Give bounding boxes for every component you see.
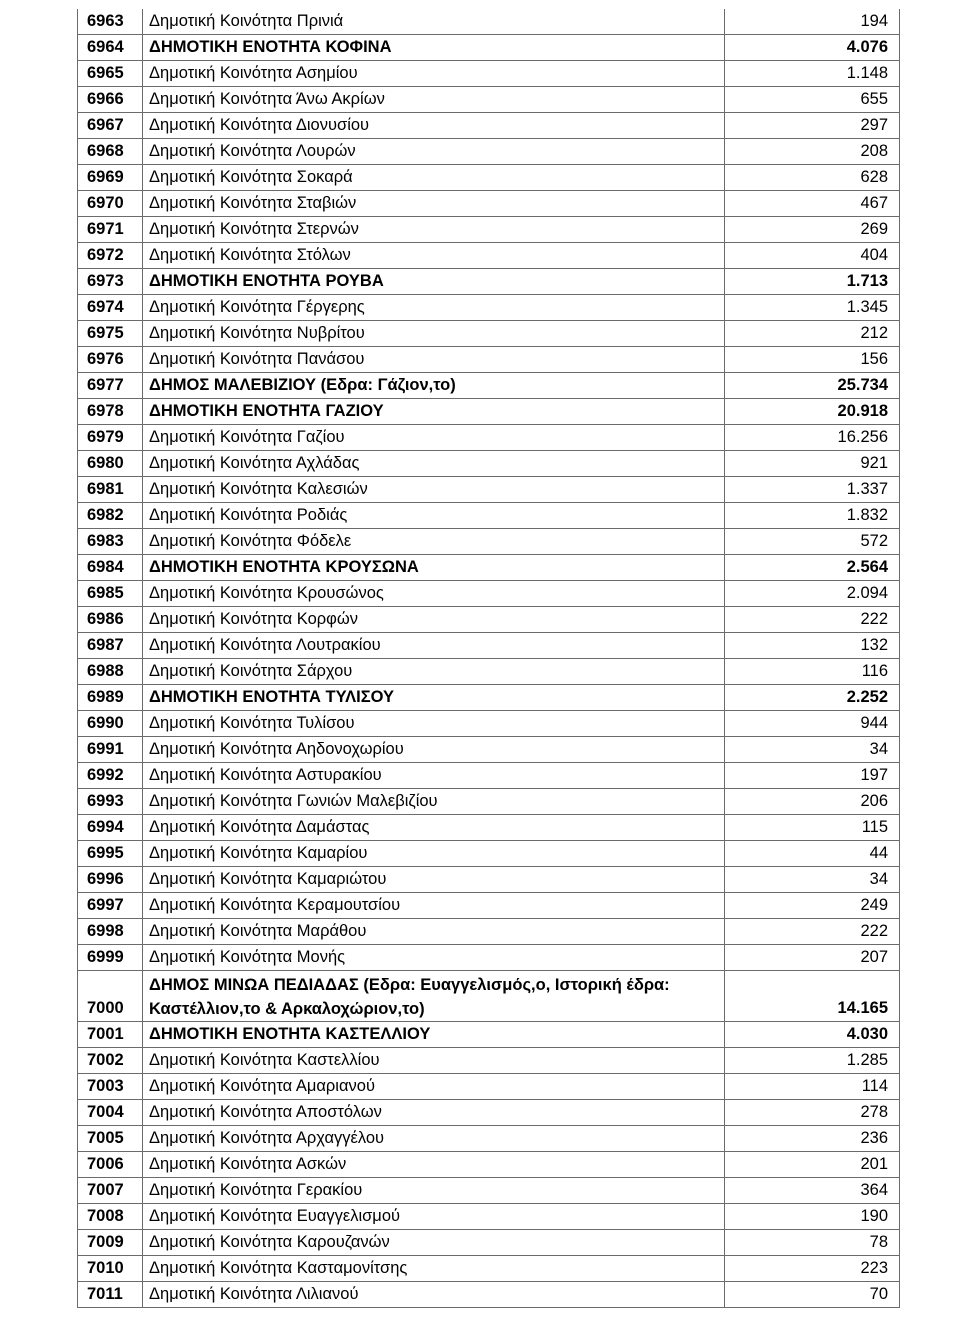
row-code-cell: 6967 <box>78 113 143 139</box>
row-name-cell: Δημοτική Κοινότητα Άνω Ακρίων <box>143 87 725 113</box>
row-code-cell: 7010 <box>78 1256 143 1282</box>
row-population-cell: 222 <box>725 607 900 633</box>
row-population-cell: 206 <box>725 789 900 815</box>
row-code-cell: 6966 <box>78 87 143 113</box>
table-row <box>78 425 900 451</box>
table-row <box>78 685 900 711</box>
row-name-cell: Δημοτική Κοινότητα Αχλάδας <box>143 451 725 477</box>
row-name-cell: Δημοτική Κοινότητα Κορφών <box>143 607 725 633</box>
table-row <box>78 61 900 87</box>
row-code-cell: 6987 <box>78 633 143 659</box>
row-name-cell: Δημοτική Κοινότητα Καστελλίου <box>143 1048 725 1074</box>
table-row <box>78 763 900 789</box>
table-row <box>78 1230 900 1256</box>
row-name-cell: Δημοτική Κοινότητα Σάρχου <box>143 659 725 685</box>
table-row <box>78 1204 900 1230</box>
row-code-cell: 7003 <box>78 1074 143 1100</box>
row-name-cell: Δημοτική Κοινότητα Γωνιών Μαλεβιζίου <box>143 789 725 815</box>
table-row <box>78 139 900 165</box>
row-code-cell: 7008 <box>78 1204 143 1230</box>
row-name-cell: Δημοτική Κοινότητα Γερακίου <box>143 1178 725 1204</box>
table-row <box>78 737 900 763</box>
table-row <box>78 841 900 867</box>
row-name-cell: Δημοτική Κοινότητα Ροδιάς <box>143 503 725 529</box>
row-population-cell: 2.252 <box>725 685 900 711</box>
row-name-cell: ΔΗΜΟΤΙΚΗ ΕΝΟΤΗΤΑ ΤΥΛΙΣΟΥ <box>143 685 725 711</box>
row-code-cell: 6974 <box>78 295 143 321</box>
row-name-cell: ΔΗΜΟΣ ΜΑΛΕΒΙΖΙΟΥ (Εδρα: Γάζιον,το) <box>143 373 725 399</box>
row-name-cell: Δημοτική Κοινότητα Καμαρίου <box>143 841 725 867</box>
row-population-cell: 207 <box>725 945 900 971</box>
row-population-cell: 467 <box>725 191 900 217</box>
row-code-cell: 6994 <box>78 815 143 841</box>
row-code-cell: 6995 <box>78 841 143 867</box>
table-row <box>78 659 900 685</box>
table-row <box>78 1022 900 1048</box>
row-population-cell: 14.165 <box>725 971 900 1022</box>
row-name-cell: Δημοτική Κοινότητα Κρουσώνος <box>143 581 725 607</box>
table-row <box>78 1152 900 1178</box>
row-name-cell: Δημοτική Κοινότητα Ευαγγελισμού <box>143 1204 725 1230</box>
table-row <box>78 555 900 581</box>
table-row <box>78 451 900 477</box>
row-population-cell: 364 <box>725 1178 900 1204</box>
row-population-cell: 269 <box>725 217 900 243</box>
row-population-cell: 628 <box>725 165 900 191</box>
row-code-cell: 6980 <box>78 451 143 477</box>
row-code-cell: 6984 <box>78 555 143 581</box>
table-row <box>78 9 900 35</box>
row-population-cell: 114 <box>725 1074 900 1100</box>
row-population-cell: 1.285 <box>725 1048 900 1074</box>
row-name-cell: Δημοτική Κοινότητα Λουτρακίου <box>143 633 725 659</box>
row-name-cell: ΔΗΜΟΤΙΚΗ ΕΝΟΤΗΤΑ ΚΟΦΙΝΑ <box>143 35 725 61</box>
table-row <box>78 165 900 191</box>
table-row <box>78 373 900 399</box>
row-population-cell: 223 <box>725 1256 900 1282</box>
row-code-cell: 6968 <box>78 139 143 165</box>
row-code-cell: 7005 <box>78 1126 143 1152</box>
row-name-cell: Δημοτική Κοινότητα Μονής <box>143 945 725 971</box>
table-row <box>78 1178 900 1204</box>
table-row <box>78 971 900 1022</box>
row-code-cell: 6991 <box>78 737 143 763</box>
table-row <box>78 581 900 607</box>
row-code-cell: 6986 <box>78 607 143 633</box>
row-name-cell: Δημοτική Κοινότητα Στόλων <box>143 243 725 269</box>
table-row <box>78 347 900 373</box>
row-population-cell: 1.337 <box>725 477 900 503</box>
row-code-cell: 6970 <box>78 191 143 217</box>
row-population-cell: 1.713 <box>725 269 900 295</box>
row-code-cell: 6969 <box>78 165 143 191</box>
row-population-cell: 1.148 <box>725 61 900 87</box>
table-row <box>78 1282 900 1308</box>
row-code-cell: 6973 <box>78 269 143 295</box>
row-population-cell: 297 <box>725 113 900 139</box>
row-name-cell: Δημοτική Κοινότητα Καρουζανών <box>143 1230 725 1256</box>
row-code-cell: 7009 <box>78 1230 143 1256</box>
row-code-cell: 7001 <box>78 1022 143 1048</box>
row-population-cell: 2.094 <box>725 581 900 607</box>
table-row <box>78 113 900 139</box>
row-population-cell: 201 <box>725 1152 900 1178</box>
row-code-cell: 6965 <box>78 61 143 87</box>
table-row <box>78 1048 900 1074</box>
table-row <box>78 633 900 659</box>
table-row <box>78 919 900 945</box>
row-name-cell: Δημοτική Κοινότητα Διονυσίου <box>143 113 725 139</box>
table-row <box>78 321 900 347</box>
row-code-cell: 6979 <box>78 425 143 451</box>
row-population-cell: 4.030 <box>725 1022 900 1048</box>
table-row <box>78 477 900 503</box>
row-code-cell: 6998 <box>78 919 143 945</box>
row-name-cell: Δημοτική Κοινότητα Αρχαγγέλου <box>143 1126 725 1152</box>
table-row <box>78 217 900 243</box>
row-population-cell: 236 <box>725 1126 900 1152</box>
row-population-cell: 132 <box>725 633 900 659</box>
row-name-cell: Δημοτική Κοινότητα Κεραμουτσίου <box>143 893 725 919</box>
row-code-cell: 7002 <box>78 1048 143 1074</box>
table-row <box>78 269 900 295</box>
row-population-cell: 249 <box>725 893 900 919</box>
row-population-cell: 208 <box>725 139 900 165</box>
row-code-cell: 6963 <box>78 9 143 35</box>
row-population-cell: 34 <box>725 867 900 893</box>
table-row <box>78 711 900 737</box>
table-row <box>78 295 900 321</box>
row-name-cell: ΔΗΜΟΤΙΚΗ ΕΝΟΤΗΤΑ ΓΑΖΙΟΥ <box>143 399 725 425</box>
row-population-cell: 115 <box>725 815 900 841</box>
table-row <box>78 1256 900 1282</box>
row-name-cell: Δημοτική Κοινότητα Καλεσιών <box>143 477 725 503</box>
row-name-cell: ΔΗΜΟΤΙΚΗ ΕΝΟΤΗΤΑ ΡΟΥΒΑ <box>143 269 725 295</box>
row-name-cell: Δημοτική Κοινότητα Ασκών <box>143 1152 725 1178</box>
row-population-cell: 34 <box>725 737 900 763</box>
row-name-cell: Δημοτική Κοινότητα Στερνών <box>143 217 725 243</box>
row-code-cell: 6983 <box>78 529 143 555</box>
table-row <box>78 893 900 919</box>
row-name-cell: Δημοτική Κοινότητα Αστυρακίου <box>143 763 725 789</box>
row-population-cell: 278 <box>725 1100 900 1126</box>
row-population-cell: 404 <box>725 243 900 269</box>
row-name-cell: Δημοτική Κοινότητα Ασημίου <box>143 61 725 87</box>
row-name-cell: Δημοτική Κοινότητα Σοκαρά <box>143 165 725 191</box>
row-code-cell: 6972 <box>78 243 143 269</box>
row-population-cell: 25.734 <box>725 373 900 399</box>
row-population-cell: 190 <box>725 1204 900 1230</box>
row-code-cell: 7000 <box>78 971 143 1022</box>
table-row <box>78 1074 900 1100</box>
population-table <box>77 9 900 1308</box>
row-code-cell: 6977 <box>78 373 143 399</box>
row-code-cell: 6982 <box>78 503 143 529</box>
table-row <box>78 607 900 633</box>
row-population-cell: 572 <box>725 529 900 555</box>
table-row <box>78 503 900 529</box>
row-population-cell: 4.076 <box>725 35 900 61</box>
row-name-cell: Δημοτική Κοινότητα Αποστόλων <box>143 1100 725 1126</box>
row-population-cell: 212 <box>725 321 900 347</box>
row-code-cell: 6976 <box>78 347 143 373</box>
row-name-cell: Δημοτική Κοινότητα Γαζίου <box>143 425 725 451</box>
table-body <box>78 9 900 1308</box>
row-name-cell: Δημοτική Κοινότητα Λιλιανού <box>143 1282 725 1308</box>
row-population-cell: 44 <box>725 841 900 867</box>
table-row <box>78 789 900 815</box>
row-population-cell: 194 <box>725 9 900 35</box>
row-code-cell: 6985 <box>78 581 143 607</box>
row-population-cell: 197 <box>725 763 900 789</box>
table-row <box>78 815 900 841</box>
row-name-cell: Δημοτική Κοινότητα Γέργερης <box>143 295 725 321</box>
table-row <box>78 529 900 555</box>
table-row <box>78 945 900 971</box>
row-name-cell: Δημοτική Κοινότητα Σταβιών <box>143 191 725 217</box>
row-name-cell: Δημοτική Κοινότητα Αμαριανού <box>143 1074 725 1100</box>
row-code-cell: 7011 <box>78 1282 143 1308</box>
table-row <box>78 87 900 113</box>
row-name-cell: Δημοτική Κοινότητα Αηδονοχωρίου <box>143 737 725 763</box>
row-population-cell: 20.918 <box>725 399 900 425</box>
row-name-cell: ΔΗΜΟΤΙΚΗ ΕΝΟΤΗΤΑ ΚΡΟΥΣΩΝΑ <box>143 555 725 581</box>
row-name-cell: Δημοτική Κοινότητα Δαμάστας <box>143 815 725 841</box>
row-population-cell: 70 <box>725 1282 900 1308</box>
row-name-cell: Δημοτική Κοινότητα Μαράθου <box>143 919 725 945</box>
row-population-cell: 156 <box>725 347 900 373</box>
row-population-cell: 222 <box>725 919 900 945</box>
row-name-cell: Δημοτική Κοινότητα Φόδελε <box>143 529 725 555</box>
row-population-cell: 16.256 <box>725 425 900 451</box>
row-population-cell: 921 <box>725 451 900 477</box>
row-code-cell: 7007 <box>78 1178 143 1204</box>
row-code-cell: 6971 <box>78 217 143 243</box>
row-code-cell: 6964 <box>78 35 143 61</box>
row-code-cell: 6988 <box>78 659 143 685</box>
row-code-cell: 6997 <box>78 893 143 919</box>
table-row <box>78 35 900 61</box>
table-row <box>78 399 900 425</box>
row-population-cell: 78 <box>725 1230 900 1256</box>
row-name-cell: Δημοτική Κοινότητα Λουρών <box>143 139 725 165</box>
table-row <box>78 191 900 217</box>
row-code-cell: 7004 <box>78 1100 143 1126</box>
table-row <box>78 1126 900 1152</box>
row-population-cell: 1.345 <box>725 295 900 321</box>
table-row <box>78 1100 900 1126</box>
row-population-cell: 2.564 <box>725 555 900 581</box>
table-row <box>78 243 900 269</box>
row-name-cell: ΔΗΜΟΣ ΜΙΝΩΑ ΠΕΔΙΑΔΑΣ (Εδρα: Ευαγγελισμός,ο, Ιστορική έδρα: Καστέλλιον,το & Αρκαλοχώριον,το) <box>143 971 725 1022</box>
row-name-cell: Δημοτική Κοινότητα Καμαριώτου <box>143 867 725 893</box>
row-code-cell: 6996 <box>78 867 143 893</box>
row-code-cell: 6981 <box>78 477 143 503</box>
row-name-cell: Δημοτική Κοινότητα Νυβρίτου <box>143 321 725 347</box>
row-code-cell: 6978 <box>78 399 143 425</box>
row-code-cell: 6989 <box>78 685 143 711</box>
row-code-cell: 6992 <box>78 763 143 789</box>
table-row <box>78 867 900 893</box>
row-code-cell: 6999 <box>78 945 143 971</box>
row-name-cell: Δημοτική Κοινότητα Πανάσου <box>143 347 725 373</box>
row-code-cell: 6990 <box>78 711 143 737</box>
row-population-cell: 1.832 <box>725 503 900 529</box>
row-name-cell: Δημοτική Κοινότητα Τυλίσου <box>143 711 725 737</box>
row-code-cell: 7006 <box>78 1152 143 1178</box>
row-population-cell: 944 <box>725 711 900 737</box>
row-code-cell: 6975 <box>78 321 143 347</box>
row-name-cell: ΔΗΜΟΤΙΚΗ ΕΝΟΤΗΤΑ ΚΑΣΤΕΛΛΙΟΥ <box>143 1022 725 1048</box>
row-name-cell: Δημοτική Κοινότητα Κασταμονίτσης <box>143 1256 725 1282</box>
row-code-cell: 6993 <box>78 789 143 815</box>
row-population-cell: 116 <box>725 659 900 685</box>
row-name-cell: Δημοτική Κοινότητα Πρινιά <box>143 9 725 35</box>
row-population-cell: 655 <box>725 87 900 113</box>
